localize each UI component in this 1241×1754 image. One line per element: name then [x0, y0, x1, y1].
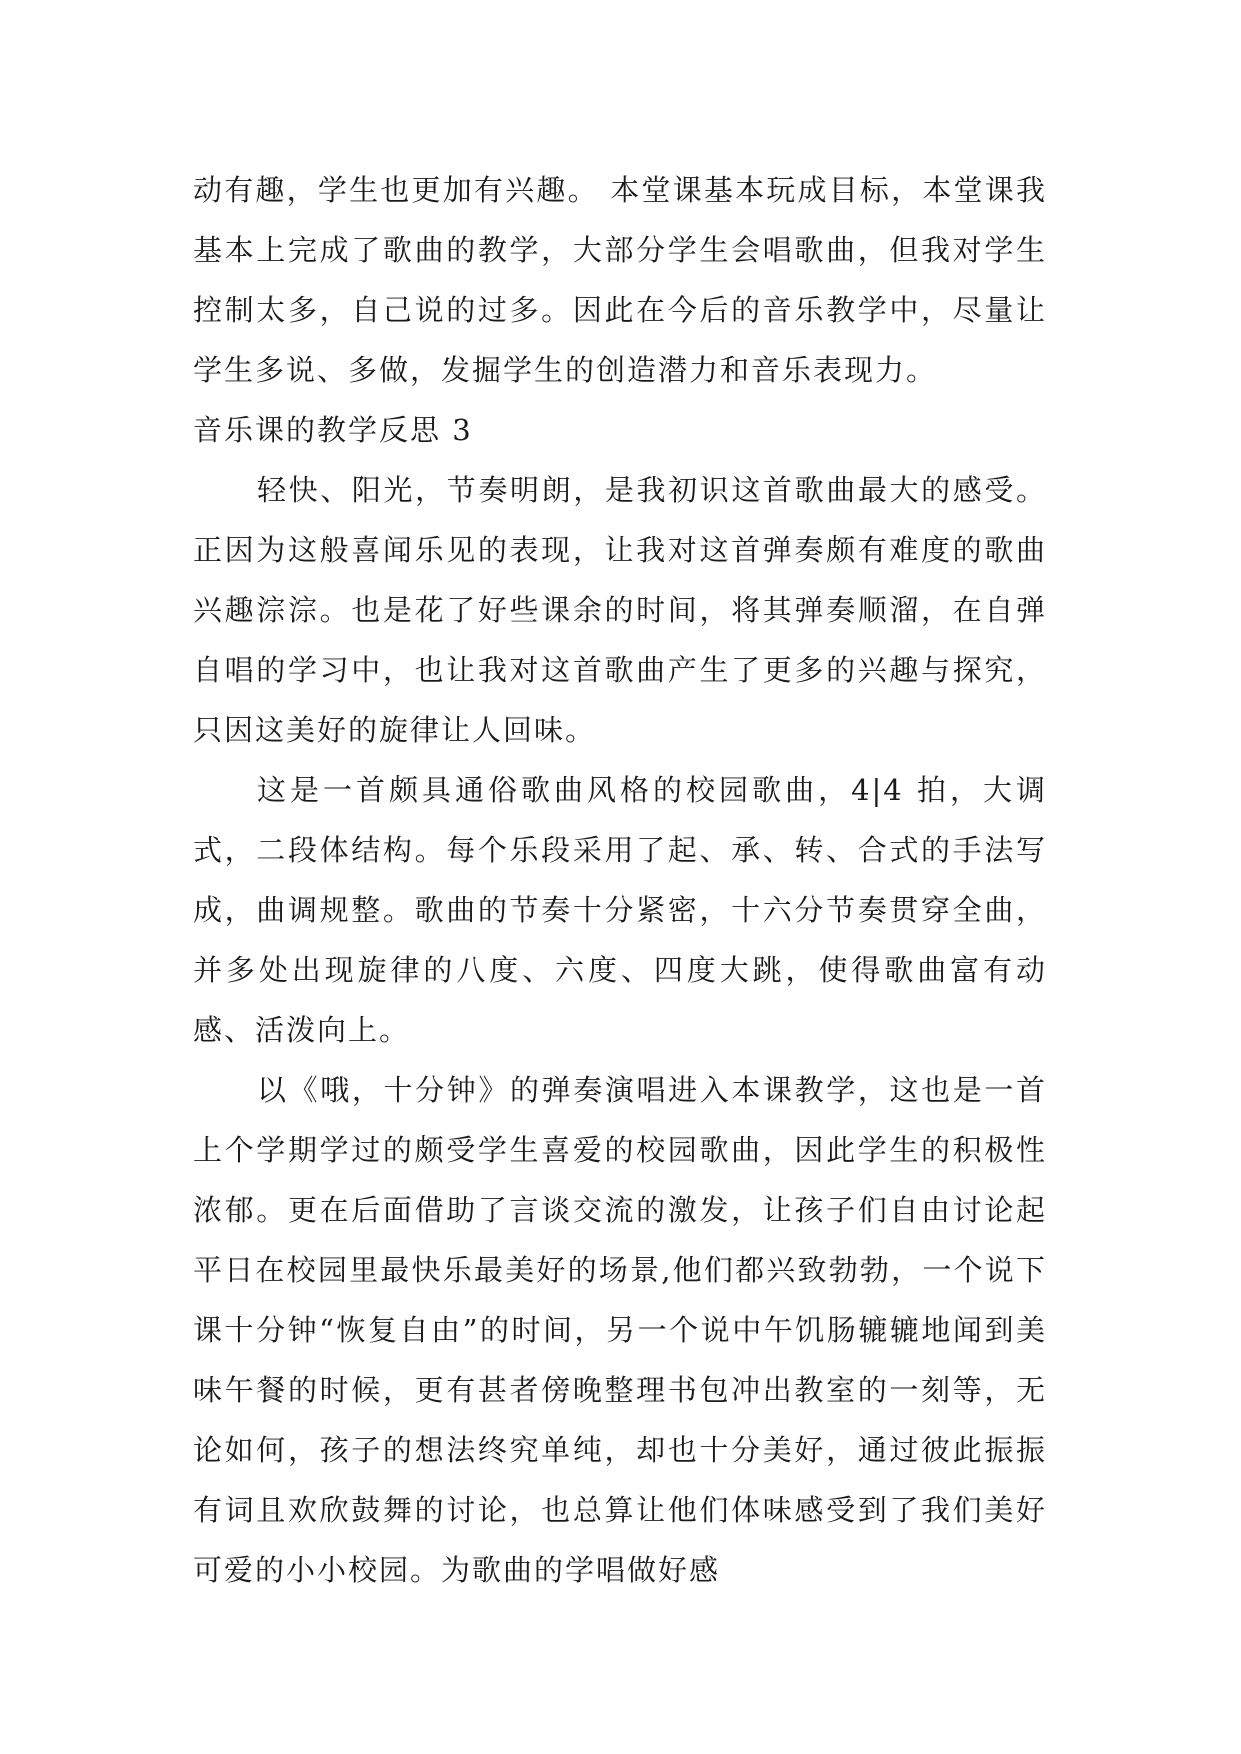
- paragraph-4: 以《哦，十分钟》的弹奏演唱进入本课教学，这也是一首上个学期学过的颇受学生喜爱的校园歌曲，因此学生的积极性浓郁。更在后面借助了言谈交流的激发，让孩子们自由讨论起平日在校园里最快乐最美好的场景,他们都兴致勃勃，一个说下课十分钟“恢复自由”的时间，另一个说中午饥肠辘辘地闻到美味午餐的时候，更有甚者傍晚整理书包冲出教室的一刻等，无论如何，孩子的想法终究单纯，却也十分美好，通过彼此振振有词且欢欣鼓舞的讨论，也总算让他们体味感受到了我们美好可爱的小小校园。为歌曲的学唱做好感: [193, 1073, 1047, 1587]
- paragraph-1: 动有趣，学生也更加有兴趣。 本堂课基本玩成目标，本堂课我基本上完成了歌曲的教学，大部分学生会唱歌曲，但我对学生控制太多，自己说的过多。因此在今后的音乐教学中，尽量让学生多说、多做，发掘学生的创造潜力和音乐表现力。: [193, 173, 1047, 387]
- section-heading: 音乐课的教学反思 3: [193, 413, 473, 447]
- paragraph-3: 这是一首颇具通俗歌曲风格的校园歌曲，4|4 拍，大调式，二段体结构。每个乐段采用了起、承、转、合式的手法写成，曲调规整。歌曲的节奏十分紧密，十六分节奏贯穿全曲，并多处出现旋律的八度、六度、四度大跳，使得歌曲富有动感、活泼向上。: [193, 773, 1047, 1047]
- document-body: [193, 160, 1047, 1600]
- paragraph-2: 轻快、阳光，节奏明朗，是我初识这首歌曲最大的感受。正因为这般喜闻乐见的表现，让我对这首弹奏颇有难度的歌曲兴趣淙淙。也是花了好些课余的时间，将其弹奏顺溜，在自弹自唱的学习中，也让我对这首歌曲产生了更多的兴趣与探究，只因这美好的旋律让人回味。: [193, 473, 1047, 747]
